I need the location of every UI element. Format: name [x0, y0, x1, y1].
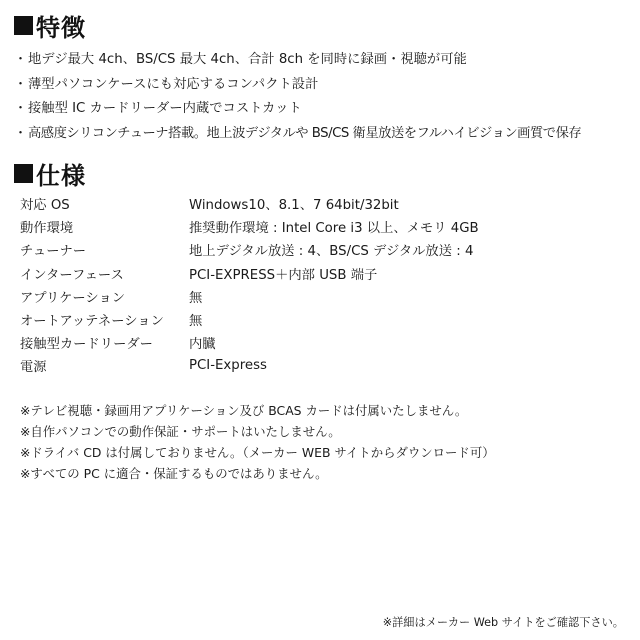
spec-value: 地上デジタル放送 : 4、BS/CS デジタル放送 : 4: [189, 244, 474, 260]
feature-item: [14, 122, 581, 147]
features-list: [14, 48, 581, 146]
feature-item: [14, 48, 581, 73]
spec-row-power: [20, 354, 479, 377]
note-line: ※自作パソコンでの動作保証・サポートはいたしません。: [20, 424, 341, 439]
spec-row-auto-attenuation: [20, 308, 479, 331]
feature-text: 高感度シリコンチューナ搭載。地上波デジタルや BS/CS 衛星放送をフルハイビジョン画質で保存: [28, 125, 582, 141]
features-heading-text: 特徴: [36, 14, 86, 42]
spec-label: チューナー: [20, 244, 87, 260]
black-square-icon: [14, 16, 33, 35]
spec-label: 対応 OS: [20, 198, 70, 214]
spec-value: 無: [189, 290, 203, 306]
spec-value: PCI-Express: [189, 358, 267, 374]
spec-label: 動作環境: [20, 221, 74, 237]
feature-item: [14, 97, 581, 122]
spec-row-application: [20, 285, 479, 308]
spec-row-os: [20, 192, 479, 215]
spec-label: 接触型カードリーダー: [20, 337, 153, 353]
spec-value: PCI-EXPRESS＋内部 USB 端子: [189, 267, 378, 283]
features-heading: [14, 8, 86, 43]
specs-heading: [14, 156, 86, 191]
notes-block: [20, 400, 495, 484]
bullet-icon: ・: [14, 52, 28, 68]
feature-text: 薄型パソコンケースにも対応するコンパクト設計: [28, 76, 319, 92]
spec-value: 無: [189, 314, 203, 330]
feature-text: 地デジ最大 4ch、BS/CS 最大 4ch、合計 8ch を同時に録画・視聴が可能: [28, 52, 467, 68]
spec-row-environment: [20, 215, 479, 238]
footer-note: ※詳細はメーカー Web サイトをご確認下さい。: [382, 616, 624, 629]
black-square-icon: [14, 164, 33, 183]
spec-row-tuner: [20, 238, 479, 261]
bullet-icon: ・: [14, 76, 28, 92]
spec-label: オートアッテネーション: [20, 314, 164, 330]
spec-label: アプリケーション: [20, 290, 126, 306]
note-line: ※すべての PC に適合・保証するものではありません。: [20, 466, 328, 481]
note-line: ※テレビ視聴・録画用アプリケーション及び BCAS カードは付属いたしません。: [20, 403, 468, 418]
spec-label: 電源: [20, 360, 47, 376]
spec-table: [20, 192, 479, 378]
feature-item: [14, 73, 581, 98]
bullet-icon: ・: [14, 101, 28, 117]
spec-row-card-reader: [20, 331, 479, 354]
spec-value: 推奨動作環境 : Intel Core i3 以上、メモリ 4GB: [189, 221, 479, 237]
note-line: ※ドライバ CD は付属しておりません。（メーカー WEB サイトからダウンロード可）: [20, 445, 495, 460]
bullet-icon: ・: [14, 125, 28, 141]
spec-label: インターフェース: [20, 267, 124, 283]
spec-row-interface: [20, 262, 479, 285]
feature-text: 接触型 IC カードリーダー内蔵でコストカット: [28, 101, 302, 117]
spec-value: Windows10、8.1、7 64bit/32bit: [189, 198, 399, 214]
specs-heading-text: 仕様: [36, 162, 86, 190]
spec-value: 内臓: [189, 337, 216, 353]
